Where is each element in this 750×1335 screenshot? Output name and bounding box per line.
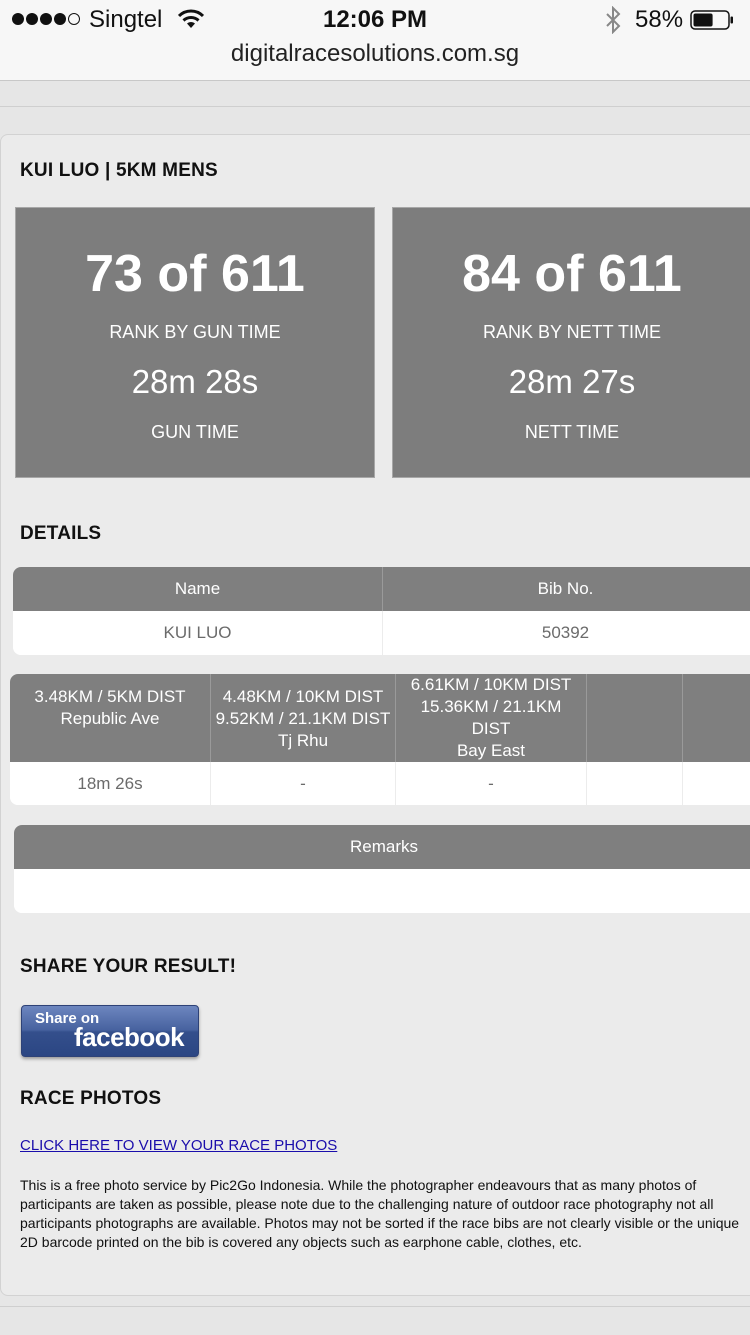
details-heading: DETAILS <box>20 523 102 544</box>
address-bar[interactable]: digitalracesolutions.com.sg <box>230 40 520 67</box>
page-top-band <box>0 82 750 107</box>
split-header-2 <box>211 674 396 762</box>
page-bottom-band <box>0 1306 750 1335</box>
split-value-2: - <box>211 762 396 805</box>
battery-icon <box>690 10 734 30</box>
nett-time-value: 28m 27s <box>508 363 636 400</box>
split-header-3-line-4: Bay East <box>456 741 526 760</box>
split-header-2-line-1: 4.48KM / 10KM DIST <box>222 687 384 706</box>
nett-rank-label: RANK BY NETT TIME <box>482 322 662 342</box>
split-header-3 <box>396 674 587 762</box>
name-header: Name <box>13 567 383 611</box>
status-time: 12:06 PM <box>322 6 428 33</box>
nett-time-panel <box>392 207 750 478</box>
status-bar <box>0 0 750 40</box>
split-header-1-line-1: 3.48KM / 5KM DIST <box>34 687 186 706</box>
fb-button-line-1: Share on <box>35 1010 100 1027</box>
photo-service-note: This is a free photo service by Pic2Go Indonesia. While the photographer endeavours that as many photos of participants are taken as possible, please note due to the challenging nature of outdoor race photography not all participants photographs are available. Photos may not be sorted if the race bibs are not clearly visible or the unique 2D barcode printed on the bib is covered any objects such as earphone cable, clothes, etc. <box>20 1177 740 1250</box>
browser-chrome <box>0 0 750 81</box>
split-value-3: - <box>396 762 587 805</box>
split-header-4 <box>587 674 683 762</box>
split-header-3-line-2: 15.36KM / 21.1KM <box>420 697 562 716</box>
carrier-name: Singtel <box>89 6 163 33</box>
page-title: KUI LUO | 5KM MENS <box>20 160 218 181</box>
gun-rank: 73 of 611 <box>85 245 305 303</box>
race-photos-heading: RACE PHOTOS <box>20 1088 162 1109</box>
gun-time-panel <box>15 207 375 478</box>
split-header-2-line-2: 9.52KM / 21.1KM DIST <box>215 709 391 728</box>
split-value-4 <box>587 762 683 805</box>
splits-table <box>10 674 750 805</box>
split-header-3-line-1: 6.61KM / 10KM DIST <box>410 675 572 694</box>
nett-time-label: NETT TIME <box>524 422 620 442</box>
name-value: KUI LUO <box>13 611 383 655</box>
split-header-1 <box>10 674 211 762</box>
share-heading: SHARE YOUR RESULT! <box>20 956 237 977</box>
gun-time-label: GUN TIME <box>151 422 239 442</box>
split-header-2-line-3: Tj Rhu <box>277 731 329 750</box>
bib-value: 50392 <box>383 611 750 655</box>
facebook-logo-text: facebook <box>74 1022 185 1052</box>
battery-percentage: 58% <box>635 6 684 33</box>
split-header-1-line-2: Republic Ave <box>60 709 160 728</box>
gun-rank-label: RANK BY GUN TIME <box>109 322 281 342</box>
remarks-header: Remarks <box>14 825 750 869</box>
gun-time-value: 28m 28s <box>131 363 259 400</box>
share-on-facebook-button[interactable] <box>21 1005 199 1057</box>
view-race-photos-link[interactable]: CLICK HERE TO VIEW YOUR RACE PHOTOS <box>20 1137 338 1154</box>
nett-rank: 84 of 611 <box>462 245 682 303</box>
remarks-table <box>14 825 750 913</box>
split-header-5 <box>683 674 750 762</box>
split-value-5 <box>683 762 750 805</box>
bib-header: Bib No. <box>383 567 750 611</box>
split-value-1: 18m 26s <box>10 762 211 805</box>
details-table <box>13 567 750 655</box>
remarks-value <box>14 869 750 913</box>
bluetooth-icon <box>603 6 623 34</box>
split-header-3-line-3: DIST <box>471 719 511 738</box>
